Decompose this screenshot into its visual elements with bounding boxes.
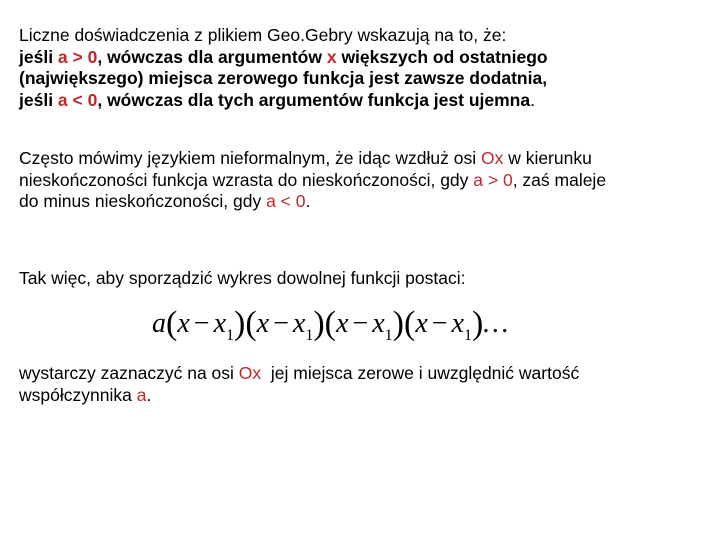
text-fragment: jej miejsca zerowe i uwzględnić wartość — [261, 363, 580, 383]
formula-minus: − — [352, 308, 369, 339]
formula-close-paren: ) — [313, 305, 325, 342]
formula-close-paren: ) — [471, 305, 484, 342]
factored-polynomial-formula — [152, 302, 508, 346]
intro-line-3: (największego) miejsca zerowego funkcja jest zawsze dodatnia, — [19, 68, 548, 88]
condition-positive: > 0 — [67, 46, 98, 67]
text-fragment: jeśli — [19, 89, 58, 110]
text-fragment: jeśli — [19, 46, 58, 67]
formula-var-x: x — [213, 308, 226, 339]
condition-negative: < 0 — [67, 89, 98, 110]
informal-line-3 — [19, 191, 606, 213]
formula-var-x: x — [292, 308, 306, 339]
formula-subscript: 1 — [463, 327, 472, 344]
formula-var-x: x — [372, 308, 385, 339]
intro-line-2 — [19, 47, 548, 69]
condition-positive: a > 0 — [473, 169, 513, 190]
lead-in-line: Tak więc, aby sporządzić wykres dowolnej funkcji postaci: — [19, 268, 466, 288]
formula-var-x: x — [256, 308, 270, 339]
formula-minus: − — [193, 308, 210, 339]
variable-a: a — [57, 89, 68, 110]
variable-a: a — [57, 46, 68, 67]
conclusion-line-2 — [19, 385, 579, 407]
text-fragment: większych od ostatniego — [336, 46, 548, 67]
variable-x: x — [326, 46, 337, 67]
condition-negative: a < 0 — [266, 191, 306, 211]
formula-minus: − — [431, 308, 448, 339]
period: . — [530, 89, 535, 110]
formula-close-paren: ) — [234, 305, 246, 342]
period: . — [146, 384, 152, 405]
informal-line-2 — [19, 170, 606, 192]
formula-minus: − — [273, 308, 289, 339]
formula-var-x: x — [415, 308, 428, 339]
text-fragment: , wówczas dla argumentów — [97, 46, 327, 67]
formula-var-x: x — [451, 308, 464, 339]
conclusion-line-1 — [19, 363, 579, 385]
formula-open-paren: ( — [166, 305, 178, 342]
formula-coefficient-a: a — [152, 308, 166, 339]
axis-ox: Ox — [480, 148, 504, 168]
paragraph-intro — [19, 25, 548, 111]
formula-close-paren: ) — [392, 305, 404, 342]
formula-subscript: 1 — [226, 327, 234, 344]
informal-line-1 — [19, 148, 606, 170]
text-fragment: nieskończoności funkcja wzrasta do nieskończoności, gdy — [19, 169, 474, 190]
paragraph-lead-in — [19, 268, 465, 290]
text-fragment: . — [305, 191, 311, 211]
formula-var-x: x — [177, 308, 190, 339]
text-fragment: współczynnika — [19, 384, 137, 405]
text-fragment: , wówczas dla tych argumentów funkcja jest ujemna — [97, 89, 531, 110]
variable-a: a — [136, 384, 147, 405]
formula-subscript: 1 — [384, 327, 393, 344]
paragraph-conclusion — [19, 363, 579, 406]
formula-var-x: x — [335, 308, 349, 339]
text-fragment: w kierunku — [503, 148, 592, 168]
axis-ox: Ox — [238, 363, 262, 383]
formula-open-paren: ( — [245, 305, 257, 342]
formula-ellipsis: … — [483, 308, 509, 339]
intro-line-4 — [19, 90, 548, 112]
text-fragment: do minus nieskończoności, gdy — [19, 191, 267, 211]
formula-open-paren: ( — [403, 305, 416, 342]
text-fragment: wystarczy zaznaczyć na osi — [19, 363, 239, 383]
intro-line-1: Liczne doświadczenia z plikiem Geo.Gebry wskazują na to, że: — [19, 25, 507, 45]
formula-open-paren: ( — [324, 305, 336, 342]
text-fragment: Często mówimy językiem nieformalnym, że idąc wzdłuż osi — [19, 148, 481, 168]
formula-subscript: 1 — [305, 327, 314, 344]
text-fragment: , zaś maleje — [512, 169, 607, 190]
paragraph-informal — [19, 148, 606, 213]
